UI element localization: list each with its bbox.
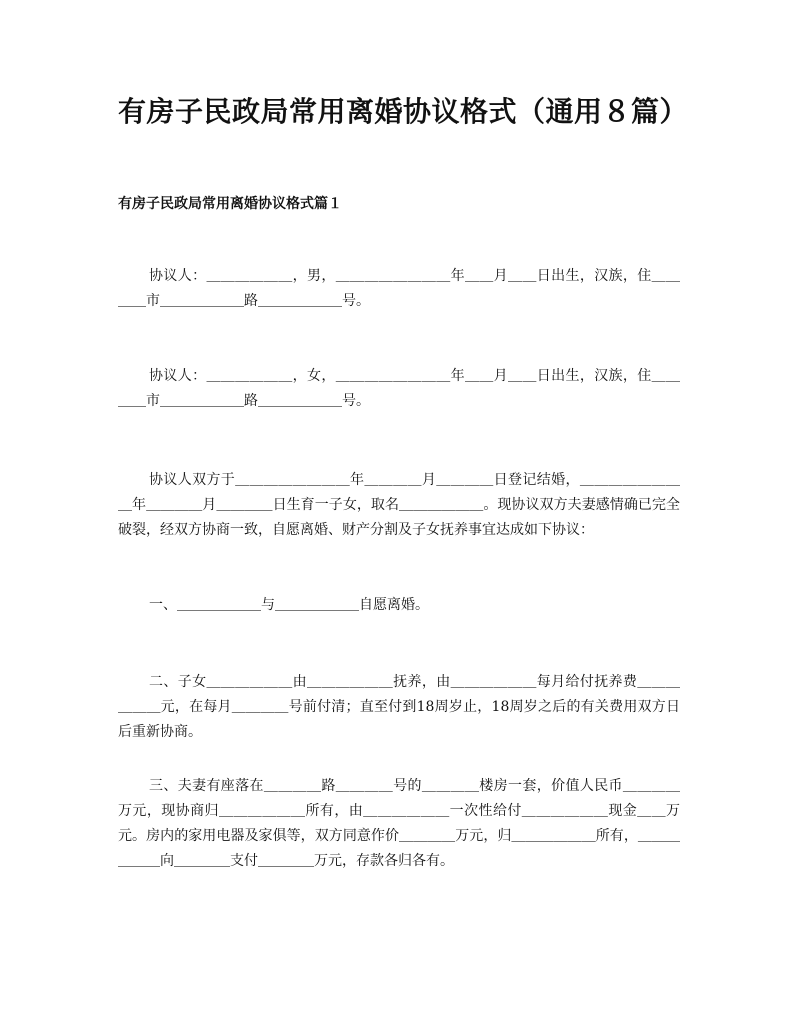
section-heading: 有房子民政局常用离婚协议格式篇１ <box>118 196 342 212</box>
paragraph-clause-2: 二、子女＿＿＿＿＿＿由＿＿＿＿＿＿抚养，由＿＿＿＿＿＿每月给付抚养费＿＿＿＿＿＿元，在每月＿＿＿＿号前付清；直至付到18周岁止，18周岁之后的有关费用双方日后重新协商。 <box>118 674 680 740</box>
paragraph-clause-3: 三、夫妻有座落在＿＿＿＿路＿＿＿＿号的＿＿＿＿楼房一套，价值人民币＿＿＿＿万元，现协商归＿＿＿＿＿＿所有，由＿＿＿＿＿＿一次性给付＿＿＿＿＿＿现金＿＿万元。房内的家用电器及家俱等，双方同意作价＿＿＿＿万元，归＿＿＿＿＿＿所有，＿＿＿＿＿＿向＿＿＿＿支付＿＿＿＿万元，存款各归各有。 <box>118 778 680 869</box>
paragraph-marriage-info: 协议人双方于＿＿＿＿＿＿＿＿年＿＿＿＿月＿＿＿＿日登记结婚，＿＿＿＿＿＿＿＿年＿＿＿＿月＿＿＿＿日生育一子女，取名＿＿＿＿＿＿。现协议双方夫妻感情确已完全破裂，经双方协商一致，自愿离婚、财产分割及子女抚养事宜达成如下协议： <box>118 472 680 538</box>
paragraph-clause-1: 一、＿＿＿＿＿＿与＿＿＿＿＿＿自愿离婚。 <box>149 597 429 613</box>
paragraph-party-female: 协议人：＿＿＿＿＿＿，女，＿＿＿＿＿＿＿＿年＿＿月＿＿日出生，汉族，住＿＿＿＿市＿＿＿＿＿＿路＿＿＿＿＿＿号。 <box>118 368 680 409</box>
document-title: 有房子民政局常用离婚协议格式（通用８篇） <box>118 95 689 128</box>
paragraph-party-male: 协议人：＿＿＿＿＿＿，男，＿＿＿＿＿＿＿＿年＿＿月＿＿日出生，汉族，住＿＿＿＿市＿＿＿＿＿＿路＿＿＿＿＿＿号。 <box>118 268 680 309</box>
